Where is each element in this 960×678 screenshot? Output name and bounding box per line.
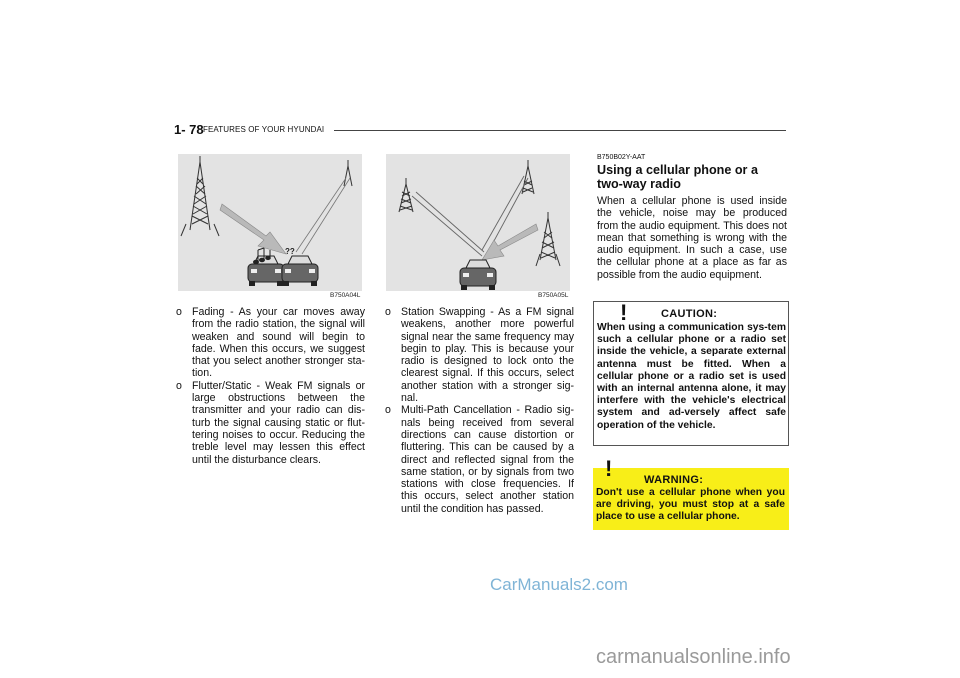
section-code: B750B02Y-AAT [597, 154, 646, 161]
caution-box [593, 301, 789, 446]
exclamation-icon: ! [605, 456, 613, 481]
list-bullet: o [385, 306, 391, 318]
figure-code-swapping: B750A05L [538, 292, 569, 299]
fading-signal-arrow [220, 204, 286, 254]
station-swapping-illustration [386, 154, 570, 291]
footer-watermark: carmanualsonline.info [596, 646, 791, 668]
radio-tower-left-icon [399, 178, 413, 212]
radio-tower-left-icon [181, 156, 219, 236]
list-item [385, 404, 574, 515]
list-bullet: o [385, 404, 391, 417]
header-rule [334, 130, 786, 131]
list-item-text: Flutter/Static - Weak FM signals or large obstructions between the transmitter and your radio can dis-turb the signal causing static or flut-tering noises to occur. Reducing the treble level may lessen this effect until the disturbance clears. [192, 379, 365, 466]
warning-heading: WARNING: [644, 474, 704, 486]
section-body: When a cellular phone is used inside the vehicle, noise may be produced from the audio equipment. This does not mean that something is wrong with the audio equipment. In such a case, use the cellular phone at a place as far as possible from the audio equipment. [597, 195, 787, 281]
fading-diagram-svg [178, 154, 362, 291]
swapping-diagram-svg [386, 154, 570, 291]
list-item-text: Station Swapping - As a FM signal weakens, another more powerful signal near the same frequency may begin to play. This is because your radio is designed to lock onto the clearest signal. If this occurs, select another station with a stronger sig-nal. [401, 306, 574, 405]
confused-signal-label: ?? [285, 247, 295, 256]
reception-issues-list [176, 306, 365, 466]
caution-heading: CAUTION: [661, 308, 718, 320]
strong-signal-arrow [482, 224, 538, 260]
car-icon [460, 260, 496, 290]
figure-code-fading: B750A04L [330, 292, 361, 299]
car-icon [248, 256, 284, 286]
radio-tower-right-icon [536, 212, 560, 266]
warning-box [593, 456, 789, 530]
exclamation-icon: ! [620, 300, 628, 325]
list-item-text: Multi-Path Cancellation - Radio sig-nals being received from several directions can cause distortion or fluttering. This can be caused by a direct and reflected signal from the same station, or by signals from two stations with close frequencies. If this occurs, select another station until the condition has passed. [401, 404, 574, 515]
car-icon [282, 256, 318, 286]
page-number: 1- 78 [174, 122, 204, 137]
list-bullet: o [176, 306, 182, 318]
list-item [176, 306, 365, 380]
middle-column [385, 306, 574, 515]
list-item [176, 380, 365, 466]
fading-illustration [178, 154, 362, 291]
list-item-text: Fading - As your car moves away from the radio station, the signal will weaken and sound will begin to fade. When this occurs, we suggest that you select another stronger sta-tion. [192, 306, 365, 380]
list-bullet: o [176, 379, 182, 392]
caution-text: When using a communication sys-tem such a cellular phone or a radio set inside the vehicle, a separate external antenna must be fitted. When a cellular phone or a radio set is used with an internal antenna alone, it may interfere with the vehicle's electrical system and ad-versely affect safe operation of the vehicle. [597, 322, 786, 431]
section-title: FEATURES OF YOUR HYUNDAI [203, 125, 325, 134]
reception-issues-list [385, 306, 574, 515]
list-item [385, 306, 574, 404]
weak-signal-lines [296, 178, 350, 254]
section-heading: Using a cellular phone or a two-way radio [597, 163, 758, 191]
watermark-text: CarManuals2.com [490, 575, 628, 594]
warning-text: Don't use a cellular phone when you are driving, you must stop at a safe place to use a cellular phone. [596, 487, 785, 523]
left-column [176, 306, 365, 466]
radio-antenna-right-icon [344, 160, 352, 186]
